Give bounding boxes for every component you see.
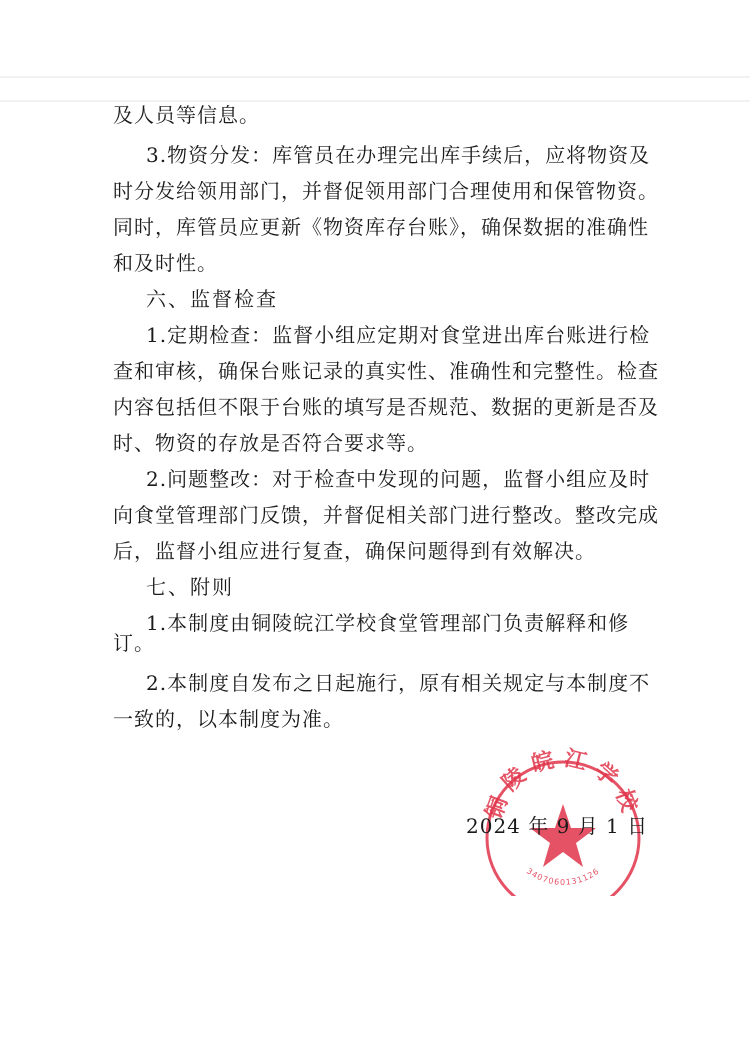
section-heading-appendix: 七、附则: [146, 575, 234, 599]
body-text-line: 2.本制度自发布之日起施行，原有相关规定与本制度不: [146, 671, 651, 695]
body-text-line: 及人员等信息。: [113, 103, 260, 127]
body-text-line: 和及时性。: [113, 251, 218, 275]
body-text-line: 订。: [113, 631, 155, 655]
body-text-line: 一致的，以本制度为准。: [113, 707, 344, 731]
body-text-line: 向食堂管理部门反馈，并督促相关部门进行整改。整改完成: [113, 503, 659, 527]
body-text-line: 2.问题整改：对于检查中发现的问题，监督小组应及时: [146, 467, 651, 491]
section-heading-supervision: 六、监督检查: [146, 287, 278, 311]
document-date: 2024 年 9 月 1 日: [466, 814, 649, 838]
body-text-line: 1.定期检查：监督小组应定期对食堂进出库台账进行检: [146, 323, 651, 347]
body-text-line: 时、物资的存放是否符合要求等。: [113, 431, 428, 455]
body-text-line: 同时，库管员应更新《物资库存台账》，确保数据的准确性: [113, 215, 649, 239]
seal-name-text: 铜陵皖江学校: [481, 746, 645, 823]
body-text-line: 3.物资分发：库管员在办理完出库手续后，应将物资及: [146, 143, 651, 167]
body-text-line: 内容包括但不限于台账的填写是否规范、数据的更新是否及: [113, 395, 659, 419]
scan-artifact-line: [0, 76, 750, 78]
seal-code-text: 3407060131126: [524, 866, 602, 887]
body-text-line: 后，监督小组应进行复查，确保问题得到有效解决。: [113, 539, 596, 563]
body-text-line: 查和审核，确保台账记录的真实性、准确性和完整性。检查: [113, 359, 659, 383]
body-text-line: 1.本制度由铜陵皖江学校食堂管理部门负责解释和修: [146, 611, 630, 635]
body-text-line: 时分发给领用部门，并督促领用部门合理使用和保管物资。: [113, 179, 659, 203]
